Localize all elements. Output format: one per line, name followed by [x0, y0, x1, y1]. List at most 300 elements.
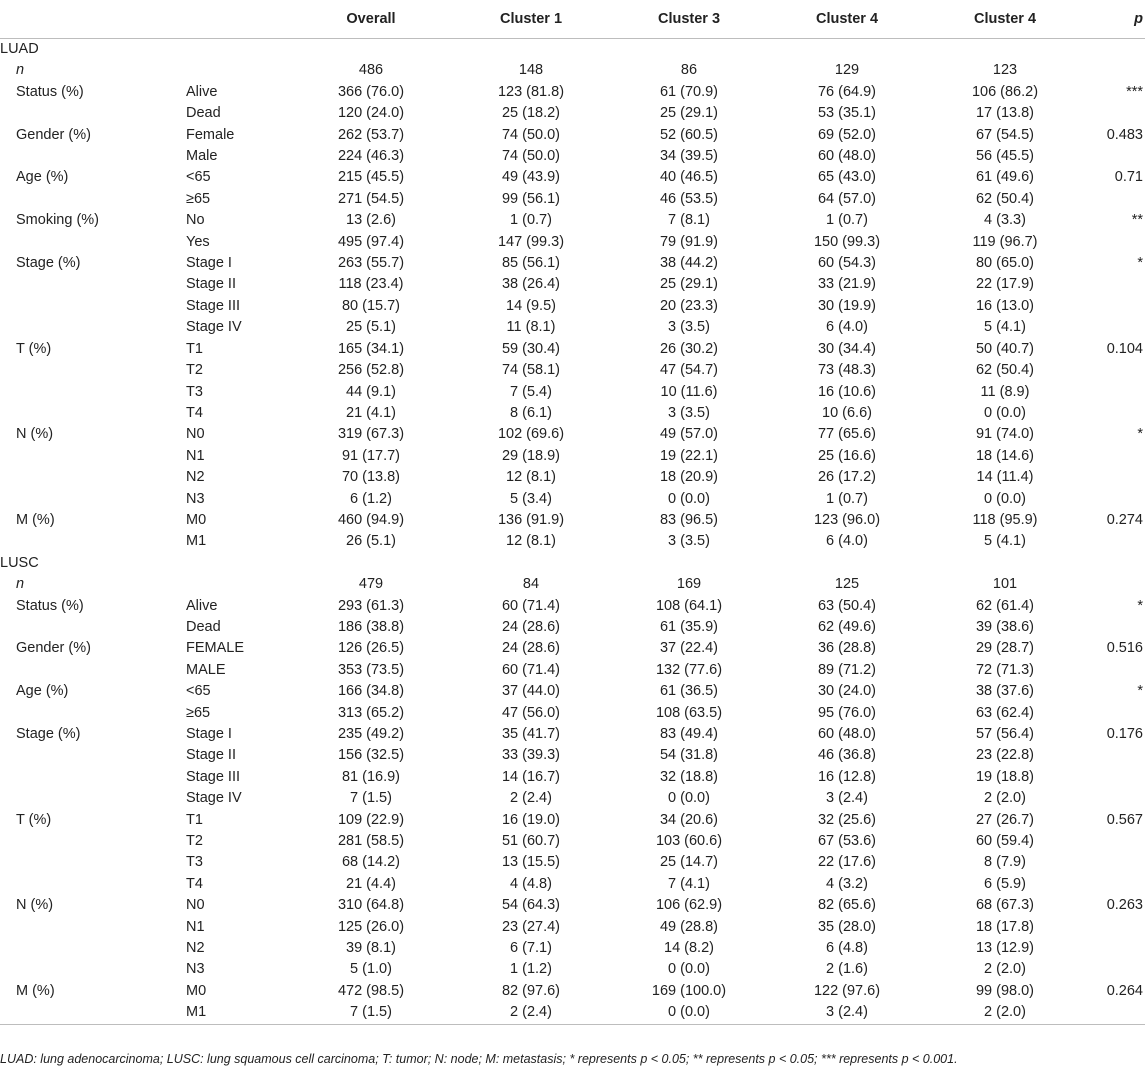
table-row — [0, 852, 1145, 873]
level-name: N2 — [186, 940, 205, 957]
level-name: Stage III — [186, 297, 241, 314]
blank-variable-cell — [0, 360, 170, 381]
value-cell: 353 (73.5) — [337, 661, 405, 678]
value-cell: 60 (48.0) — [817, 726, 877, 742]
value-cell: 310 (64.8) — [337, 897, 405, 914]
blank-level-cell — [170, 574, 290, 595]
value-cell: 18 (17.8) — [975, 918, 1035, 935]
value-cell: 38 (26.4) — [501, 276, 561, 293]
sample-size-label: n — [16, 576, 25, 593]
section-label: LUSC — [0, 554, 39, 571]
value-cell: 22 (17.6) — [817, 854, 877, 871]
table-row — [0, 360, 1145, 381]
value-cell: 25 (29.1) — [659, 276, 719, 293]
variable-name: Stage (%) — [16, 726, 81, 742]
value-cell: 1 (0.7) — [510, 212, 552, 229]
blank-p-cell — [1084, 296, 1145, 317]
blank-p-cell — [1084, 531, 1145, 552]
level-name: M1 — [186, 533, 207, 550]
value-cell: 169 (100.0) — [651, 982, 727, 999]
value-cell: 60 (71.4) — [501, 661, 561, 678]
value-cell: 73 (48.3) — [817, 362, 877, 379]
table-row — [0, 531, 1145, 552]
value-cell: 150 (99.3) — [813, 233, 881, 250]
sample-size-row — [0, 60, 1145, 81]
p-value: 0.263 — [1106, 897, 1143, 914]
level-name: Stage II — [186, 747, 236, 764]
header-cluster-4: Cluster 4 — [973, 11, 1037, 27]
value-cell: 70 (13.8) — [341, 469, 401, 486]
value-cell: 6 (5.9) — [984, 875, 1026, 892]
table-row — [0, 232, 1145, 253]
blank-p-cell — [1084, 232, 1145, 253]
value-cell: 19 (18.8) — [975, 768, 1035, 785]
value-cell: 224 (46.3) — [337, 148, 405, 165]
level-name: ≥65 — [186, 704, 211, 721]
value-cell: 10 (11.6) — [660, 383, 718, 400]
table-row — [0, 489, 1145, 510]
section-row — [0, 553, 1145, 574]
table-body — [0, 39, 1145, 1025]
blank-variable-cell — [0, 831, 170, 852]
table-row — [0, 917, 1145, 938]
value-cell: 262 (53.7) — [337, 126, 405, 143]
value-cell: 0 (0.0) — [984, 404, 1026, 421]
value-cell: 0 (0.0) — [668, 790, 710, 807]
value-cell: 53 (35.1) — [817, 105, 877, 122]
table-row — [0, 810, 1145, 831]
blank-p-cell — [1084, 146, 1145, 167]
value-cell: 16 (12.8) — [817, 768, 877, 785]
value-cell: 46 (36.8) — [817, 747, 877, 764]
value-cell: 67 (54.5) — [975, 126, 1035, 143]
value-cell: 0 (0.0) — [984, 490, 1026, 507]
p-value: 0.264 — [1106, 982, 1143, 999]
value-cell: 82 (65.6) — [817, 897, 877, 914]
blank-variable-cell — [0, 296, 170, 317]
value-cell: 0 (0.0) — [668, 1004, 710, 1021]
value-cell: 4 (4.8) — [510, 875, 552, 892]
table-row — [0, 831, 1145, 852]
level-name: MALE — [186, 661, 226, 678]
p-value: * — [1137, 255, 1143, 272]
sample-size-label: n — [16, 62, 25, 79]
section-label: LUAD — [0, 41, 39, 57]
value-cell: 7 (4.1) — [668, 875, 710, 892]
header-blank-variable — [0, 0, 170, 39]
level-name: No — [186, 212, 205, 229]
value-cell: 26 (30.2) — [659, 340, 719, 357]
value-cell: 67 (53.6) — [817, 833, 877, 850]
value-cell: 132 (77.6) — [655, 661, 723, 678]
p-value: 0.567 — [1106, 811, 1143, 828]
blank-variable-cell — [0, 767, 170, 788]
table-row — [0, 703, 1145, 724]
blank-p-cell — [1084, 852, 1145, 873]
value-cell: 74 (50.0) — [501, 148, 561, 165]
value-cell: 156 (32.5) — [337, 747, 405, 764]
header-cluster-1: Cluster 1 — [499, 11, 563, 27]
level-name: M0 — [186, 511, 207, 528]
value-cell: 0 (0.0) — [668, 961, 710, 978]
level-name: Stage II — [186, 276, 236, 293]
value-cell: 1 (0.7) — [826, 212, 868, 229]
variable-name: Smoking (%) — [16, 212, 99, 229]
p-value: ** — [1131, 212, 1143, 229]
value-cell: 472 (98.5) — [337, 982, 405, 999]
value-cell: 5 (3.4) — [510, 490, 552, 507]
value-cell: 166 (34.8) — [337, 683, 405, 700]
value-cell: 77 (65.6) — [817, 426, 877, 443]
blank-p-cell — [1084, 938, 1145, 959]
table-row — [0, 467, 1145, 488]
table-row — [0, 938, 1145, 959]
value-cell: 89 (71.2) — [817, 661, 877, 678]
table-row — [0, 660, 1145, 681]
value-cell: 16 (13.0) — [975, 297, 1035, 314]
blank-variable-cell — [0, 189, 170, 210]
value-cell: 95 (76.0) — [817, 704, 877, 721]
blank-variable-cell — [0, 317, 170, 338]
blank-variable-cell — [0, 146, 170, 167]
value-cell: 460 (94.9) — [337, 511, 405, 528]
value-cell: 6 (7.1) — [510, 940, 552, 957]
blank-p-cell — [1084, 60, 1145, 81]
variable-name: T (%) — [16, 340, 52, 357]
value-cell: 106 (86.2) — [971, 83, 1039, 100]
value-cell: 85 (56.1) — [501, 255, 561, 272]
value-cell: 39 (8.1) — [346, 940, 396, 957]
blank-p-cell — [1084, 360, 1145, 381]
table-row — [0, 510, 1145, 531]
value-cell: 25 (5.1) — [346, 319, 396, 336]
table-row — [0, 317, 1145, 338]
value-cell: 37 (22.4) — [659, 640, 719, 657]
header-cluster-3: Cluster 4 — [815, 11, 879, 27]
blank-variable-cell — [0, 531, 170, 552]
value-cell: 118 (95.9) — [972, 511, 1038, 528]
value-cell: 59 (30.4) — [501, 340, 561, 357]
value-cell: 8 (6.1) — [510, 404, 552, 421]
blank-variable-cell — [0, 938, 170, 959]
level-name: M1 — [186, 1004, 207, 1021]
p-value: 0.483 — [1106, 126, 1143, 143]
value-cell: 14 (16.7) — [501, 768, 561, 785]
value-cell: 82 (97.6) — [501, 982, 561, 999]
p-value: 0.176 — [1106, 726, 1143, 742]
value-cell: 51 (60.7) — [501, 833, 561, 850]
blank-p-cell — [1084, 917, 1145, 938]
variable-name: M (%) — [16, 511, 55, 528]
table-row — [0, 125, 1145, 146]
blank-p-cell — [1084, 1002, 1145, 1024]
value-cell: 62 (50.4) — [975, 362, 1035, 379]
value-cell: 2 (1.6) — [826, 961, 868, 978]
value-cell: 109 (22.9) — [337, 811, 405, 828]
value-cell: 119 (96.7) — [972, 233, 1038, 250]
level-name: N2 — [186, 469, 205, 486]
value-cell: 11 (8.9) — [980, 383, 1030, 400]
level-name: N3 — [186, 961, 205, 978]
value-cell: 2 (2.4) — [510, 1004, 552, 1021]
value-cell: 91 (17.7) — [341, 447, 401, 464]
value-cell: 108 (63.5) — [655, 704, 723, 721]
header-overall: Overall — [346, 11, 396, 27]
blank-p-cell — [1084, 467, 1145, 488]
value-cell: 21 (4.4) — [346, 875, 396, 892]
p-value: 0.104 — [1106, 340, 1143, 357]
level-name: N1 — [186, 447, 205, 464]
value-cell: 81 (16.9) — [341, 768, 401, 785]
value-cell: 33 (39.3) — [501, 747, 561, 764]
p-value: 0.71 — [1114, 169, 1143, 186]
value-cell: 30 (24.0) — [817, 683, 877, 700]
value-cell: 12 (8.1) — [506, 533, 556, 550]
value-cell: 26 (5.1) — [346, 533, 396, 550]
table-row — [0, 382, 1145, 403]
table-row — [0, 296, 1145, 317]
value-cell: 7 (5.4) — [510, 383, 552, 400]
variable-name: Gender (%) — [16, 126, 91, 143]
value-cell: 29 (18.9) — [501, 447, 561, 464]
level-name: T3 — [186, 854, 203, 871]
value-cell: 32 (25.6) — [817, 811, 877, 828]
value-cell: 63 (50.4) — [817, 597, 877, 614]
blank-variable-cell — [0, 382, 170, 403]
value-cell: 36 (28.8) — [817, 640, 877, 657]
value-cell: 8 (7.9) — [984, 854, 1026, 871]
value-cell: 25 (14.7) — [659, 854, 719, 871]
value-cell: 6 (1.2) — [350, 490, 392, 507]
blank-p-cell — [1084, 189, 1145, 210]
level-name: Alive — [186, 83, 218, 100]
value-cell: 7 (8.1) — [668, 212, 710, 229]
value-cell: 14 (9.5) — [506, 297, 556, 314]
table-row — [0, 745, 1145, 766]
level-name: Yes — [186, 233, 210, 250]
blank-p-cell — [1084, 403, 1145, 424]
blank-level-cell — [170, 60, 290, 81]
level-name: Male — [186, 148, 218, 165]
p-value: * — [1137, 426, 1143, 443]
level-name: Dead — [186, 105, 221, 122]
level-name: Stage I — [186, 255, 232, 272]
value-cell: 61 (49.6) — [975, 169, 1035, 186]
value-cell: 27 (26.7) — [975, 811, 1035, 828]
value-cell: 99 (56.1) — [501, 190, 561, 207]
value-cell: 30 (19.9) — [817, 297, 877, 314]
value-cell: 6 (4.0) — [826, 319, 868, 336]
value-cell: 14 (8.2) — [664, 940, 714, 957]
blank-variable-cell — [0, 660, 170, 681]
table-row — [0, 788, 1145, 809]
variable-name: Stage (%) — [16, 255, 81, 272]
table-row — [0, 274, 1145, 295]
table-row — [0, 596, 1145, 617]
level-name: Stage IV — [186, 319, 242, 336]
blank-variable-cell — [0, 274, 170, 295]
variable-name: N (%) — [16, 897, 54, 914]
blank-p-cell — [1084, 831, 1145, 852]
level-name: M0 — [186, 982, 207, 999]
value-cell: 26 (17.2) — [817, 469, 877, 486]
level-name: Stage I — [186, 726, 232, 742]
blank-variable-cell — [0, 1002, 170, 1024]
sample-size-value: 148 — [518, 62, 544, 79]
value-cell: 25 (29.1) — [659, 105, 719, 122]
value-cell: 123 (81.8) — [497, 83, 565, 100]
value-cell: 1 (1.2) — [510, 961, 552, 978]
level-name: ≥65 — [186, 190, 211, 207]
table-row — [0, 638, 1145, 659]
value-cell: 64 (57.0) — [817, 190, 877, 207]
value-cell: 24 (28.6) — [501, 618, 561, 635]
blank-p-cell — [1084, 446, 1145, 467]
p-value: * — [1137, 597, 1143, 614]
value-cell: 3 (3.5) — [668, 404, 710, 421]
table-row — [0, 103, 1145, 124]
value-cell: 49 (28.8) — [659, 918, 719, 935]
value-cell: 80 (65.0) — [975, 255, 1035, 272]
level-name: FEMALE — [186, 640, 245, 657]
table-row — [0, 895, 1145, 916]
header-cluster-2: Cluster 3 — [657, 11, 721, 27]
value-cell: 2 (2.0) — [984, 961, 1026, 978]
value-cell: 2 (2.0) — [984, 1004, 1026, 1021]
sample-size-value: 84 — [522, 576, 540, 593]
value-cell: 16 (10.6) — [817, 383, 877, 400]
value-cell: 256 (52.8) — [337, 362, 405, 379]
value-cell: 11 (8.1) — [506, 319, 556, 336]
table-row — [0, 424, 1145, 445]
value-cell: 25 (18.2) — [501, 105, 561, 122]
value-cell: 5 (4.1) — [984, 533, 1026, 550]
value-cell: 18 (20.9) — [659, 469, 719, 486]
value-cell: 47 (54.7) — [659, 362, 719, 379]
value-cell: 4 (3.2) — [826, 875, 868, 892]
table-row — [0, 167, 1145, 188]
value-cell: 68 (14.2) — [341, 854, 401, 871]
level-name: N0 — [186, 897, 205, 914]
blank-p-cell — [1084, 703, 1145, 724]
value-cell: 62 (61.4) — [975, 597, 1035, 614]
sample-size-row — [0, 574, 1145, 595]
value-cell: 60 (48.0) — [817, 148, 877, 165]
value-cell: 123 (96.0) — [813, 511, 881, 528]
value-cell: 50 (40.7) — [975, 340, 1035, 357]
level-name: <65 — [186, 683, 211, 700]
value-cell: 3 (2.4) — [826, 790, 868, 807]
value-cell: 69 (52.0) — [817, 126, 877, 143]
p-value: * — [1137, 683, 1143, 700]
value-cell: 49 (43.9) — [501, 169, 561, 186]
variable-name: Status (%) — [16, 597, 84, 614]
value-cell: 99 (98.0) — [975, 982, 1035, 999]
level-name: Stage IV — [186, 790, 242, 807]
value-cell: 120 (24.0) — [337, 105, 405, 122]
sample-size-value: 129 — [834, 62, 860, 79]
value-cell: 122 (97.6) — [813, 982, 881, 999]
value-cell: 12 (8.1) — [506, 469, 556, 486]
value-cell: 57 (56.4) — [975, 726, 1035, 742]
value-cell: 23 (27.4) — [501, 918, 561, 935]
value-cell: 46 (53.5) — [659, 190, 719, 207]
blank-variable-cell — [0, 852, 170, 873]
value-cell: 47 (56.0) — [501, 704, 561, 721]
blank-variable-cell — [0, 703, 170, 724]
blank-variable-cell — [0, 467, 170, 488]
value-cell: 83 (49.4) — [659, 726, 719, 742]
table-row — [0, 681, 1145, 702]
blank-p-cell — [1084, 660, 1145, 681]
blank-variable-cell — [0, 788, 170, 809]
value-cell: 76 (64.9) — [817, 83, 877, 100]
value-cell: 125 (26.0) — [337, 918, 405, 935]
value-cell: 37 (44.0) — [501, 683, 561, 700]
level-name: T1 — [186, 811, 203, 828]
value-cell: 2 (2.4) — [510, 790, 552, 807]
blank-variable-cell — [0, 874, 170, 895]
value-cell: 60 (59.4) — [975, 833, 1035, 850]
value-cell: 16 (19.0) — [501, 811, 561, 828]
value-cell: 13 (15.5) — [501, 854, 561, 871]
value-cell: 61 (35.9) — [659, 618, 719, 635]
sample-size-value: 123 — [992, 62, 1018, 79]
value-cell: 34 (20.6) — [659, 811, 719, 828]
level-name: T2 — [186, 362, 203, 379]
value-cell: 3 (3.5) — [668, 319, 710, 336]
blank-p-cell — [1084, 767, 1145, 788]
value-cell: 165 (34.1) — [337, 340, 405, 357]
value-cell: 147 (99.3) — [497, 233, 565, 250]
value-cell: 495 (97.4) — [337, 233, 405, 250]
value-cell: 3 (3.5) — [668, 533, 710, 550]
blank-p-cell — [1084, 382, 1145, 403]
table-footnote: LUAD: lung adenocarcinoma; LUSC: lung squamous cell carcinoma; T: tumor; N: node; M: metastasis; * represents p < 0.05; ** represents p < 0.05; *** represents p < 0.001. — [0, 1052, 958, 1066]
value-cell: 20 (23.3) — [659, 297, 719, 314]
blank-p-cell — [1084, 574, 1145, 595]
value-cell: 19 (22.1) — [659, 447, 719, 464]
p-value: 0.516 — [1106, 640, 1143, 657]
sample-size-value: 169 — [676, 576, 702, 593]
value-cell: 5 (4.1) — [984, 319, 1026, 336]
table-row — [0, 724, 1145, 745]
variable-name: Status (%) — [16, 83, 84, 100]
blank-p-cell — [1084, 959, 1145, 980]
value-cell: 52 (60.5) — [659, 126, 719, 143]
value-cell: 293 (61.3) — [337, 597, 405, 614]
table-row — [0, 959, 1145, 980]
value-cell: 17 (13.8) — [975, 105, 1035, 122]
value-cell: 65 (43.0) — [817, 169, 877, 186]
level-name: N1 — [186, 918, 205, 935]
value-cell: 7 (1.5) — [350, 790, 392, 807]
value-cell: 61 (70.9) — [659, 83, 719, 100]
value-cell: 49 (57.0) — [659, 426, 719, 443]
value-cell: 106 (62.9) — [655, 897, 723, 914]
value-cell: 40 (46.5) — [659, 169, 719, 186]
table-row — [0, 82, 1145, 103]
table-header-row — [0, 0, 1145, 39]
value-cell: 22 (17.9) — [975, 276, 1035, 293]
table-row — [0, 146, 1145, 167]
value-cell: 74 (58.1) — [501, 362, 561, 379]
variable-name: T (%) — [16, 811, 52, 828]
blank-variable-cell — [0, 959, 170, 980]
value-cell: 4 (3.3) — [984, 212, 1026, 229]
sample-size-value: 486 — [358, 62, 384, 79]
value-cell: 60 (54.3) — [817, 255, 877, 272]
